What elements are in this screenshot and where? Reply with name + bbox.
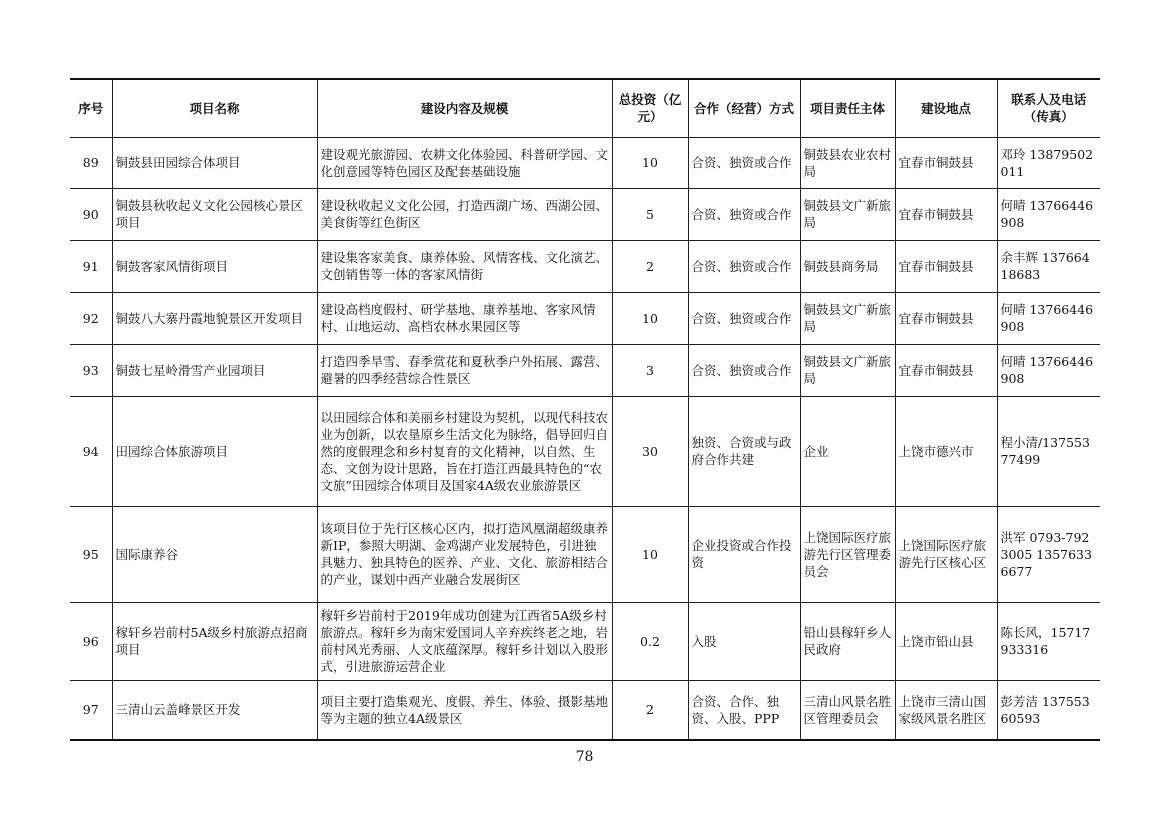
cell-content: 打造四季旱雪、春季赏花和夏秋季户外拓展、露营、避暑的四季经营综合性景区: [317, 344, 612, 396]
cell-no: 93: [70, 344, 112, 396]
cell-owner: 铅山县稼轩乡人民政府: [800, 602, 895, 680]
cell-mode: 独资、合资或与政府合作共建: [688, 396, 800, 506]
cell-mode: 企业投资或合作投资: [688, 506, 800, 602]
table-row: [70, 344, 1100, 396]
cell-investment: 10: [612, 506, 688, 602]
cell-no: 91: [70, 240, 112, 292]
table-row: [70, 506, 1100, 602]
cell-mode: 合资、独资或合作: [688, 292, 800, 344]
cell-mode: 入股: [688, 602, 800, 680]
header-mode: 合作（经营）方式: [688, 79, 800, 137]
cell-contact: 洪军 0793-7923005 13576336677: [997, 506, 1100, 602]
cell-location: 宜春市铜鼓县: [895, 188, 997, 240]
cell-content: 建设观光旅游园、农耕文化体验园、科普研学园、文化创意园等特色园区及配套基础设施: [317, 137, 612, 188]
cell-investment: 2: [612, 240, 688, 292]
cell-location: 上饶市铅山县: [895, 602, 997, 680]
cell-no: 96: [70, 602, 112, 680]
cell-owner: 铜鼓县文广新旅局: [800, 292, 895, 344]
cell-contact: 陈长风，15717933316: [997, 602, 1100, 680]
header-no: 序号: [70, 79, 112, 137]
header-contact: 联系人及电话（传真）: [997, 79, 1100, 137]
cell-contact: 彭芳洁 13755360593: [997, 680, 1100, 740]
cell-owner: 三清山风景名胜区管理委员会: [800, 680, 895, 740]
header-row: [70, 79, 1100, 137]
cell-investment: 2: [612, 680, 688, 740]
cell-location: 宜春市铜鼓县: [895, 137, 997, 188]
cell-name: 稼轩乡岩前村5A级乡村旅游点招商项目: [112, 602, 317, 680]
cell-contact: 程小清/13755377499: [997, 396, 1100, 506]
cell-owner: 铜鼓县文广新旅局: [800, 188, 895, 240]
cell-contact: 何晴 13766446908: [997, 292, 1100, 344]
cell-owner: 铜鼓县农业农村局: [800, 137, 895, 188]
cell-investment: 5: [612, 188, 688, 240]
cell-name: 田园综合体旅游项目: [112, 396, 317, 506]
cell-location: 上饶市三清山国家级风景名胜区: [895, 680, 997, 740]
cell-no: 94: [70, 396, 112, 506]
cell-investment: 0.2: [612, 602, 688, 680]
cell-no: 97: [70, 680, 112, 740]
cell-mode: 合资、独资或合作: [688, 188, 800, 240]
cell-content: 稼轩乡岩前村于2019年成功创建为江西省5A级乡村旅游点。稼轩乡为南宋爱国词人辛弃疾终老之地，岩前村风光秀丽、人文底蕴深厚。稼轩乡计划以入股形式，引进旅游运营企业: [317, 602, 612, 680]
cell-location: 宜春市铜鼓县: [895, 344, 997, 396]
cell-contact: 邓玲 13879502011: [997, 137, 1100, 188]
header-owner: 项目责任主体: [800, 79, 895, 137]
cell-content: 建设秋收起义文化公园，打造西湖广场、西湖公园、美食街等红色街区: [317, 188, 612, 240]
table-row: [70, 396, 1100, 506]
cell-investment: 10: [612, 292, 688, 344]
cell-contact: 余丰辉 13766418683: [997, 240, 1100, 292]
cell-contact: 何晴 13766446908: [997, 344, 1100, 396]
table-row: [70, 292, 1100, 344]
cell-content: 建设高档度假村、研学基地、康养基地、客家风情村、山地运动、高档农林水果园区等: [317, 292, 612, 344]
table-row: [70, 602, 1100, 680]
cell-content: 该项目位于先行区核心区内，拟打造风凰湖超级康养新IP，参照大明湖、金鸡湖产业发展特色，引进独具魅力、独具特色的医养、产业、文化、旅游相结合的产业，谋划中西产业融合发展街区: [317, 506, 612, 602]
cell-name: 国际康养谷: [112, 506, 317, 602]
cell-content: 建设集客家美食、康养体验、风情客栈、文化演艺、文创销售等一体的客家风情街: [317, 240, 612, 292]
cell-no: 89: [70, 137, 112, 188]
cell-name: 铜鼓县田园综合体项目: [112, 137, 317, 188]
cell-name: 铜鼓八大寨丹霞地貌景区开发项目: [112, 292, 317, 344]
cell-mode: 合资、独资或合作: [688, 137, 800, 188]
table-row: [70, 240, 1100, 292]
cell-location: 宜春市铜鼓县: [895, 240, 997, 292]
cell-contact: 何晴 13766446908: [997, 188, 1100, 240]
cell-name: 铜鼓县秋收起义文化公园核心景区项目: [112, 188, 317, 240]
cell-owner: 铜鼓县文广新旅局: [800, 344, 895, 396]
cell-name: 三清山云盖峰景区开发: [112, 680, 317, 740]
cell-content: 以田园综合体和美丽乡村建设为契机，以现代科技农业为创新，以农垦原乡生活文化为脉络，倡导回归自然的度假理念和乡村复育的文化精神，以自然、生态、文创为设计思路，旨在打造江西最具特色的“农文旅”田园综合体项目及国家4A级农业旅游景区: [317, 396, 612, 506]
cell-mode: 合资、合作、独资、入股、PPP: [688, 680, 800, 740]
cell-location: 上饶市德兴市: [895, 396, 997, 506]
page-number: 78: [575, 749, 594, 765]
cell-name: 铜鼓七星岭滑雪产业园项目: [112, 344, 317, 396]
cell-no: 92: [70, 292, 112, 344]
cell-mode: 合资、独资或合作: [688, 240, 800, 292]
cell-investment: 30: [612, 396, 688, 506]
cell-owner: 上饶国际医疗旅游先行区管理委员会: [800, 506, 895, 602]
table-row: [70, 137, 1100, 188]
cell-mode: 合资、独资或合作: [688, 344, 800, 396]
header-name: 项目名称: [112, 79, 317, 137]
table-row: [70, 188, 1100, 240]
project-table: [70, 78, 1100, 741]
cell-no: 90: [70, 188, 112, 240]
cell-owner: 铜鼓县商务局: [800, 240, 895, 292]
cell-location: 宜春市铜鼓县: [895, 292, 997, 344]
cell-content: 项目主要打造集观光、度假、养生、体验、摄影基地等为主题的独立4A级景区: [317, 680, 612, 740]
cell-location: 上饶国际医疗旅游先行区核心区: [895, 506, 997, 602]
cell-owner: 企业: [800, 396, 895, 506]
table-row: [70, 680, 1100, 740]
cell-investment: 10: [612, 137, 688, 188]
cell-name: 铜鼓客家风情街项目: [112, 240, 317, 292]
cell-investment: 3: [612, 344, 688, 396]
header-location: 建设地点: [895, 79, 997, 137]
header-content: 建设内容及规模: [317, 79, 612, 137]
header-investment: 总投资（亿元）: [612, 79, 688, 137]
cell-no: 95: [70, 506, 112, 602]
